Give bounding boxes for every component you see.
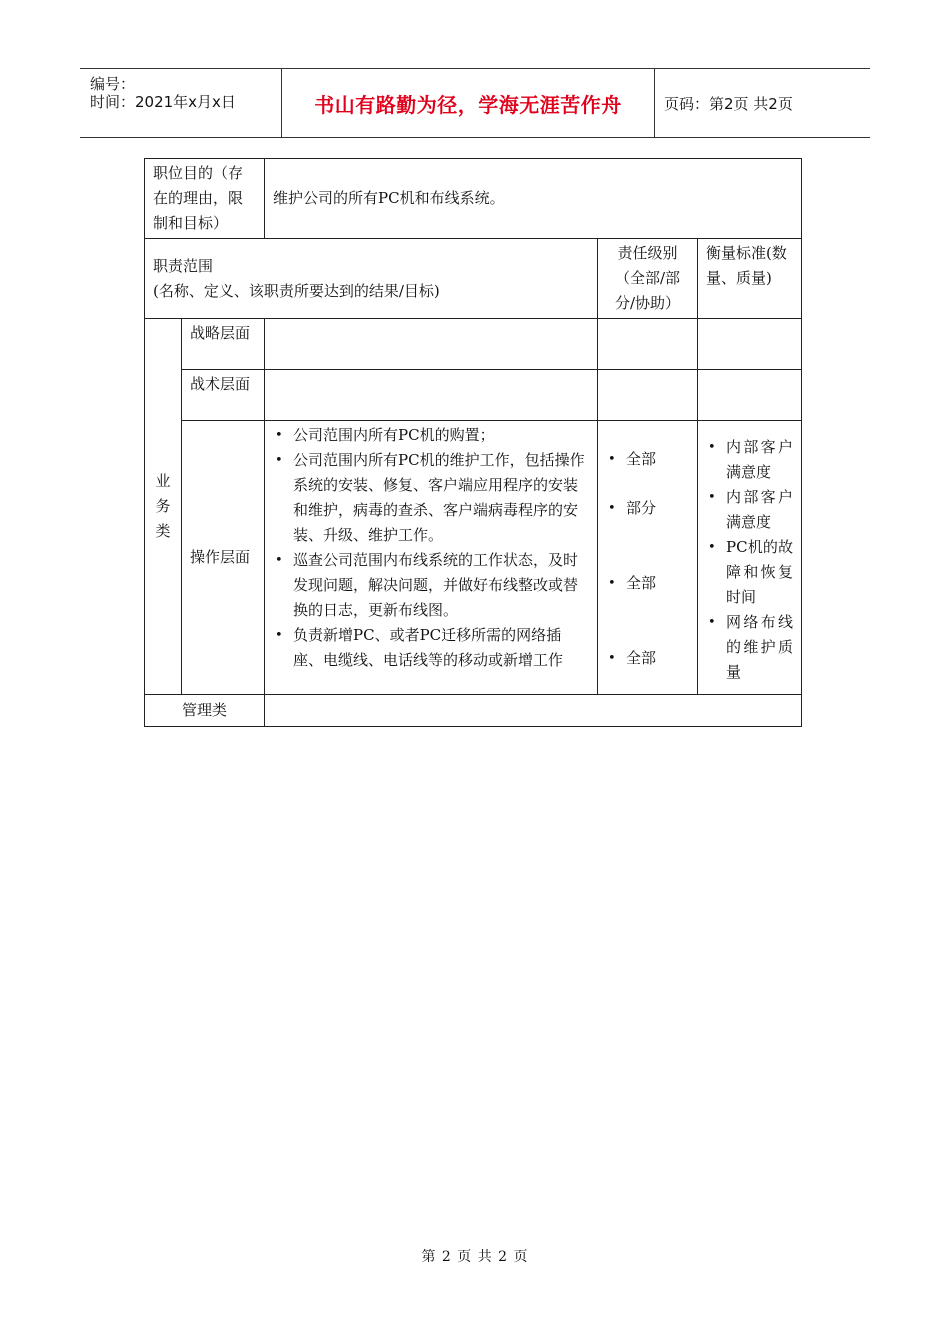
- level-item: • 全部: [606, 447, 689, 472]
- measure-header: 衡量标准(数量、质量): [698, 239, 802, 319]
- management-label: 管理类: [145, 695, 265, 727]
- page-footer: 第 2 页 共 2 页: [421, 1249, 529, 1265]
- strategic-row: [145, 319, 802, 370]
- job-description-table: [144, 158, 802, 727]
- purpose-row: [145, 159, 802, 239]
- page-header: [80, 68, 870, 138]
- scope-header-row: [145, 239, 802, 319]
- header-meta: [80, 69, 280, 137]
- header-page-number: 页码：第2页 共2页: [664, 94, 793, 113]
- business-label: 业务类: [155, 472, 171, 540]
- purpose-value: 维护公司的所有PC机和布线系统。: [265, 159, 802, 239]
- operational-standards: [698, 421, 802, 695]
- duty-item: • 负责新增PC、或者PC迁移所需的网络插座、电缆线、电话线等的移动或新增工作: [273, 623, 589, 673]
- strategic-standard: [698, 319, 802, 370]
- operational-levels: [598, 421, 698, 695]
- level-item: • 全部: [606, 646, 689, 671]
- duty-item: • 公司范围内所有PC机的购置；: [273, 423, 589, 448]
- duty-item: • 公司范围内所有PC机的维护工作，包括操作系统的安装、修复、客户端应用程序的安装和维护，病毒的查杀、客户端病毒程序的安装、升级、维护工作。: [273, 448, 589, 548]
- level-item: • 全部: [606, 571, 689, 596]
- standard-item: • 网络布线的维护质量: [706, 610, 793, 685]
- standard-item: • PC机的故障和恢复时间: [706, 535, 793, 610]
- tactical-standard: [698, 370, 802, 421]
- document-date: 时间：2021年x月x日: [90, 93, 236, 111]
- level-item: • 部分: [606, 496, 689, 521]
- level-header: 责任级别（全部/部分/协助）: [598, 239, 698, 319]
- management-row: [145, 695, 802, 727]
- tactical-duties: [265, 370, 598, 421]
- standard-item: • 内部客户满意度: [706, 435, 793, 485]
- tactical-row: [145, 370, 802, 421]
- standard-item: • 内部客户满意度: [706, 485, 793, 535]
- business-category: [145, 319, 182, 695]
- document-number: 编号：: [90, 75, 136, 93]
- scope-header: [145, 239, 598, 319]
- operational-row: [145, 421, 802, 695]
- operational-duties: [265, 421, 598, 695]
- strategic-duties: [265, 319, 598, 370]
- purpose-label: 职位目的（存在的理由，限制和目标）: [145, 159, 265, 239]
- strategic-level: [598, 319, 698, 370]
- scope-label: 职责范围: [153, 256, 214, 275]
- operational-label: 操作层面: [182, 421, 265, 695]
- management-content: [265, 695, 802, 727]
- strategic-label: 战略层面: [182, 319, 265, 370]
- tactical-label: 战术层面: [182, 370, 265, 421]
- scope-sublabel: (名称、定义、该职责所要达到的结果/目标): [153, 281, 440, 300]
- tactical-level: [598, 370, 698, 421]
- header-motto: 书山有路勤为径，学海无涯苦作舟: [281, 69, 655, 137]
- duty-item: • 巡查公司范围内布线系统的工作状态，及时发现问题，解决问题，并做好布线整改或替换的日志，更新布线图。: [273, 548, 589, 623]
